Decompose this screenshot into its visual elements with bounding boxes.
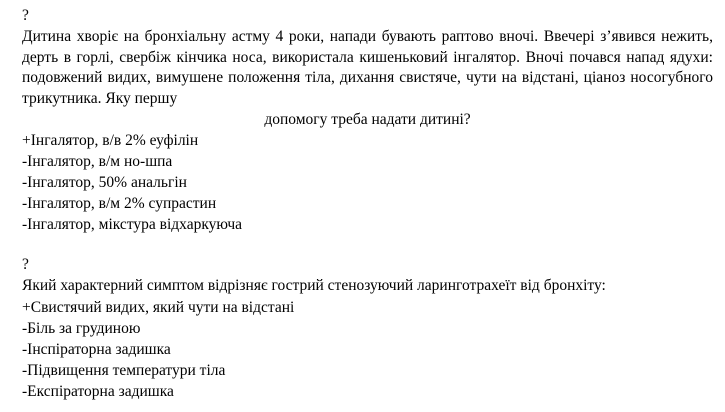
question-stem-1 [22, 27, 715, 130]
question-stem-1-last-line: допомогу треба надати дитині? [264, 110, 471, 128]
question-marker-1: ? [22, 7, 29, 24]
question-stem-2: Який характерний симптом відрізняє гострий стенозуючий ларинготрахеїт від бронхіту: [22, 277, 606, 295]
question-stem-1-text: Дитина хворіє на бронхіальну астму 4 роки, напади бувають раптово вночі. Ввечері з’явився нежить, дерть в горлі, свербіж кінчика носа, використала кишеньковий інгалятор. Вночі почався напад ядухи: подовжений видих, вимушене положення тіла, дихання свистяче, чути на відстані, ціаноз носогубного трикутника. Яку першу [22, 28, 713, 107]
answer-option: -Інгалятор, в/м но-шпа [22, 153, 173, 171]
answer-option: -Інгалятор, в/м 2% супрастин [22, 195, 217, 213]
answer-option: -Інспіраторна задишка [22, 340, 171, 358]
block-separator [22, 235, 715, 255]
answer-option: +Інгалятор, в/в 2% еуфілін [22, 132, 199, 150]
answer-option: -Інгалятор, 50% анальгін [22, 174, 187, 192]
answer-option: -Біль за грудиною [22, 319, 141, 337]
question-block-1 [22, 6, 715, 235]
answer-option: -Підвищення температури тіла [22, 361, 226, 379]
question-block-2 [22, 255, 715, 402]
answer-option: -Експіраторна задишка [22, 382, 174, 400]
question-marker-2: ? [22, 256, 29, 274]
answer-option: +Свистячий видих, який чути на відстані [22, 298, 295, 316]
answer-option: -Інгалятор, мікстура відхаркуюча [22, 216, 243, 234]
